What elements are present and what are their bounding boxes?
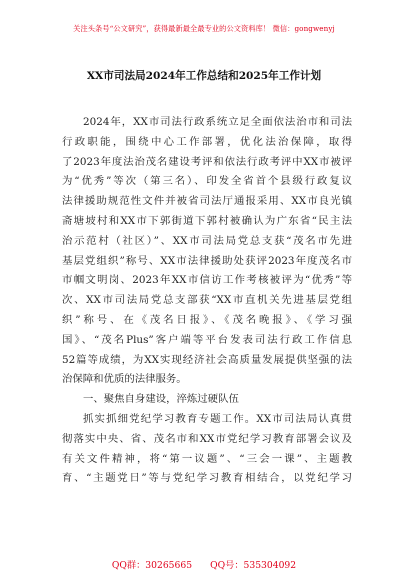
body-line: 法律援助规范性文件并被省司法厅通报采用、XX市良光镇 [62,195,352,208]
body-line: 为“优秀”等次（第三名）、印发全省首个县级行政复议 [62,175,352,188]
body-line: 抓实抓细党纪学习教育专题工作。XX市司法局认真贯 [83,412,352,425]
qq-number-text: QQ号：535304092 [210,560,297,571]
body-line: 市帼文明岗、2023年XX市信访工作考核被评为“优秀”等 [62,274,352,287]
body-line: 52篇等成绩，为XX实现经济社会高质量发展提供坚强的法 [62,353,352,366]
body-line: 斋塘坡村和XX市下郭街道下郭村被确认为广东省“民主法 [62,214,352,227]
body-line: 行政职能，围绕中心工作部署，优化法治保障，取得 [62,135,352,148]
body-line: 次、XX市司法局党总支部获“XX市直机关先进基层党组 [62,294,352,307]
body-line: 治示范村（社区）”、XX市司法局党总支获“茂名市先进 [62,234,352,247]
body-line: 治保障和优质的法律服务。 [62,373,187,386]
bottom-contact-banner [0,557,408,571]
body-line: 彻落实中央、省、茂名市和XX市党纪学习教育部署会议及 [62,432,352,445]
body-line: 基层党组织”称号、XX市法律援助处获评2023年度茂名市 [62,254,352,267]
body-line: 织”称号、在《茂名日报》、《茂名晚报》、《学习强 [62,313,352,326]
top-promo-banner: 关注头条号“公文研究”，获得最新最全最专业的公文资料库！ 微信：gongwenyj [73,24,335,33]
body-line: 有关文件精神，将“第一议题”、“三会一课”、主题教 [62,452,352,465]
document-body [62,113,352,489]
body-line: 了2023年度法治茂名建设考评和依法行政考评中XX市被评 [62,155,352,168]
body-line: 2024年，XX市司法行政系统立足全面依法治市和司法 [83,116,352,128]
body-line: 育、“主题党日”等与党纪学习教育相结合，以党纪学习 [62,472,352,485]
qq-group-text: QQ群：30265665 [111,560,193,571]
document-title: XX市司法局2024年工作总结和2025年工作计划 [86,70,322,82]
section-heading: 一、聚焦自身建设，淬炼过硬队伍 [83,393,239,406]
body-line: 国》、“茂名Plus”客户端等平台发表司法行政工作信息 [62,333,352,346]
